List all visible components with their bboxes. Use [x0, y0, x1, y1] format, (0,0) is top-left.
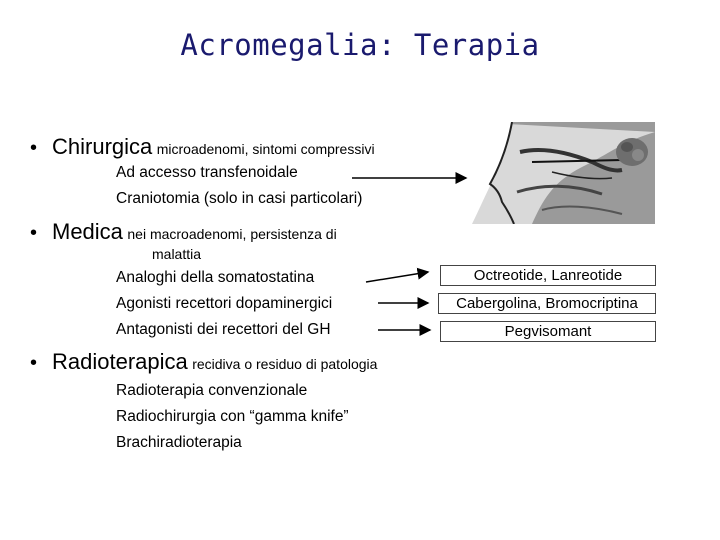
drug-box-octreotide: Octreotide, Lanreotide — [440, 265, 656, 286]
item-transfenoidale: Ad accesso transfenoidale — [116, 164, 298, 181]
slide-title: Acromegalia: Terapia — [180, 28, 540, 62]
drug-box-cabergolina: Cabergolina, Bromocriptina — [438, 293, 656, 314]
heading-medica: Medica — [52, 219, 123, 244]
item-craniotomia: Craniotomia (solo in casi particolari) — [116, 190, 363, 207]
note-medica-line2: malattia — [152, 246, 202, 262]
item-radiochirurgia: Radiochirurgia con “gamma knife” — [116, 408, 349, 425]
bullet-marker: • — [30, 222, 38, 244]
drug-box-pegvisomant: Pegvisomant — [440, 321, 656, 342]
bullet-marker: • — [30, 137, 38, 159]
item-analoghi: Analoghi della somatostatina — [116, 269, 315, 286]
item-antagonisti: Antagonisti dei recettori del GH — [116, 321, 331, 338]
anatomy-illustration — [472, 122, 655, 224]
bullet-marker: • — [30, 352, 38, 374]
heading-radioterapica: Radioterapica — [52, 349, 188, 374]
note-chirurgica: microadenomi, sintomi compressivi — [156, 141, 375, 157]
item-brachiradioterapia: Brachiradioterapia — [116, 434, 242, 451]
arrow-analoghi — [366, 272, 428, 282]
note-medica: nei macroadenomi, persistenza di — [127, 226, 337, 242]
item-agonisti: Agonisti recettori dopaminergici — [116, 295, 333, 312]
item-radioterapia: Radioterapia convenzionale — [116, 382, 308, 399]
note-radioterapica: recidiva o residuo di patologia — [192, 356, 378, 372]
heading-chirurgica: Chirurgica — [52, 134, 153, 159]
